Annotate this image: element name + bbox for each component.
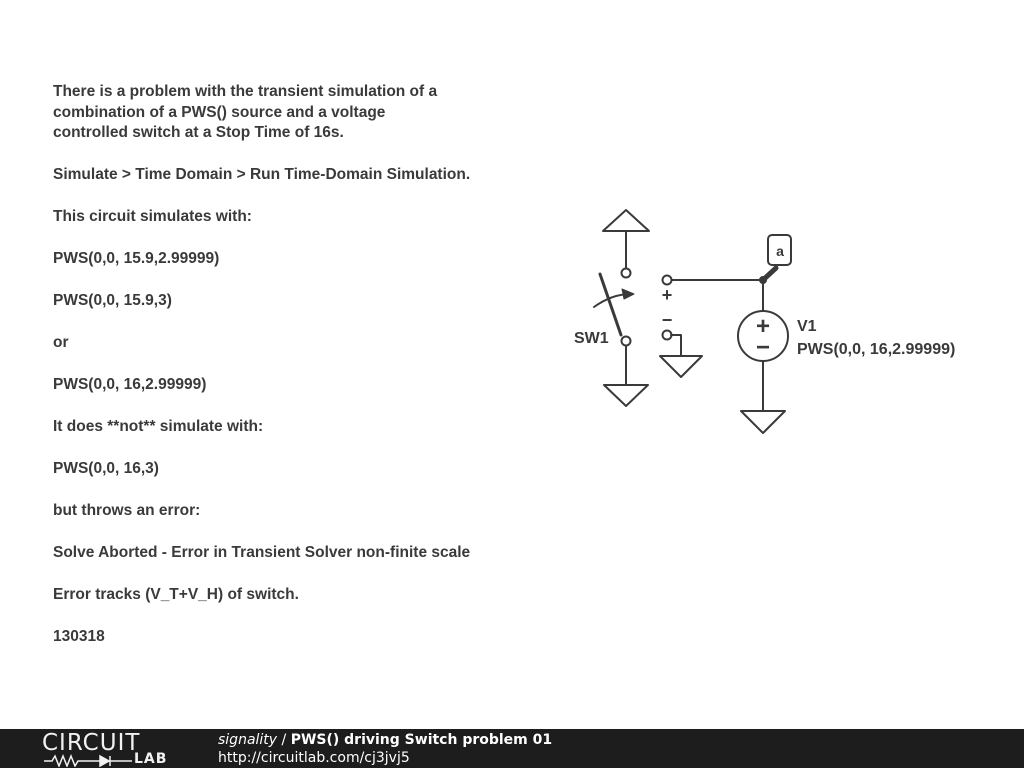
ground-symbol-switch[interactable]: [604, 385, 648, 406]
title-separator: /: [277, 732, 291, 748]
supply-symbol-top[interactable]: [603, 210, 649, 268]
description-paragraph: Solve Aborted - Error in Transient Solver non-finite scale: [53, 544, 471, 561]
node-label-a: a: [776, 243, 784, 259]
description-paragraph: It does **not** simulate with:: [53, 418, 264, 435]
description-paragraph: PWS(0,0, 15.9,3): [53, 292, 172, 309]
description-paragraph: This circuit simulates with:: [53, 208, 252, 225]
description-paragraph: PWS(0,0, 15.9,2.99999): [53, 250, 220, 267]
footer-bar: [0, 729, 1024, 768]
control-plus-sign: +: [661, 285, 673, 305]
circuit-url[interactable]: http://circuitlab.com/cj3jvj5: [218, 750, 410, 766]
source-minus-sign: −: [755, 334, 771, 361]
description-paragraph: There is a problem with the transient simulation of a combination of a PWS() source and a voltage controlled switch at a Stop Time of 16s.: [53, 83, 438, 141]
description-paragraph: PWS(0,0, 16,2.99999): [53, 376, 207, 393]
switch-label: SW1: [574, 330, 609, 347]
description-paragraph: Error tracks (V_T+V_H) of switch.: [53, 586, 299, 603]
logo-text-circuit: CIRCUIT: [42, 730, 141, 756]
source-name: V1: [797, 318, 817, 335]
description-paragraph: Simulate > Time Domain > Run Time-Domain Simulation.: [53, 166, 471, 183]
description-paragraph: but throws an error:: [53, 502, 201, 519]
circuit-title: [218, 731, 552, 749]
source-plus-sign: +: [755, 313, 771, 340]
ground-symbol-source[interactable]: [741, 411, 785, 433]
description-paragraph: or: [53, 334, 69, 351]
author-name[interactable]: signality: [218, 732, 278, 748]
voltage-controlled-switch[interactable]: [594, 269, 672, 386]
circuitlab-logo[interactable]: [42, 731, 182, 768]
circuit-name[interactable]: PWS() driving Switch problem 01: [290, 732, 553, 748]
wire-node-a[interactable]: [672, 268, 776, 312]
control-minus-sign: −: [661, 310, 673, 330]
description-paragraph: 130318: [53, 628, 105, 645]
ground-symbol-control[interactable]: [660, 335, 702, 377]
resistor-diode-icon: [42, 753, 134, 767]
logo-text-lab: LAB: [134, 751, 168, 767]
source-value: PWS(0,0, 16,2.99999): [797, 341, 956, 358]
description-paragraph: PWS(0,0, 16,3): [53, 460, 159, 477]
